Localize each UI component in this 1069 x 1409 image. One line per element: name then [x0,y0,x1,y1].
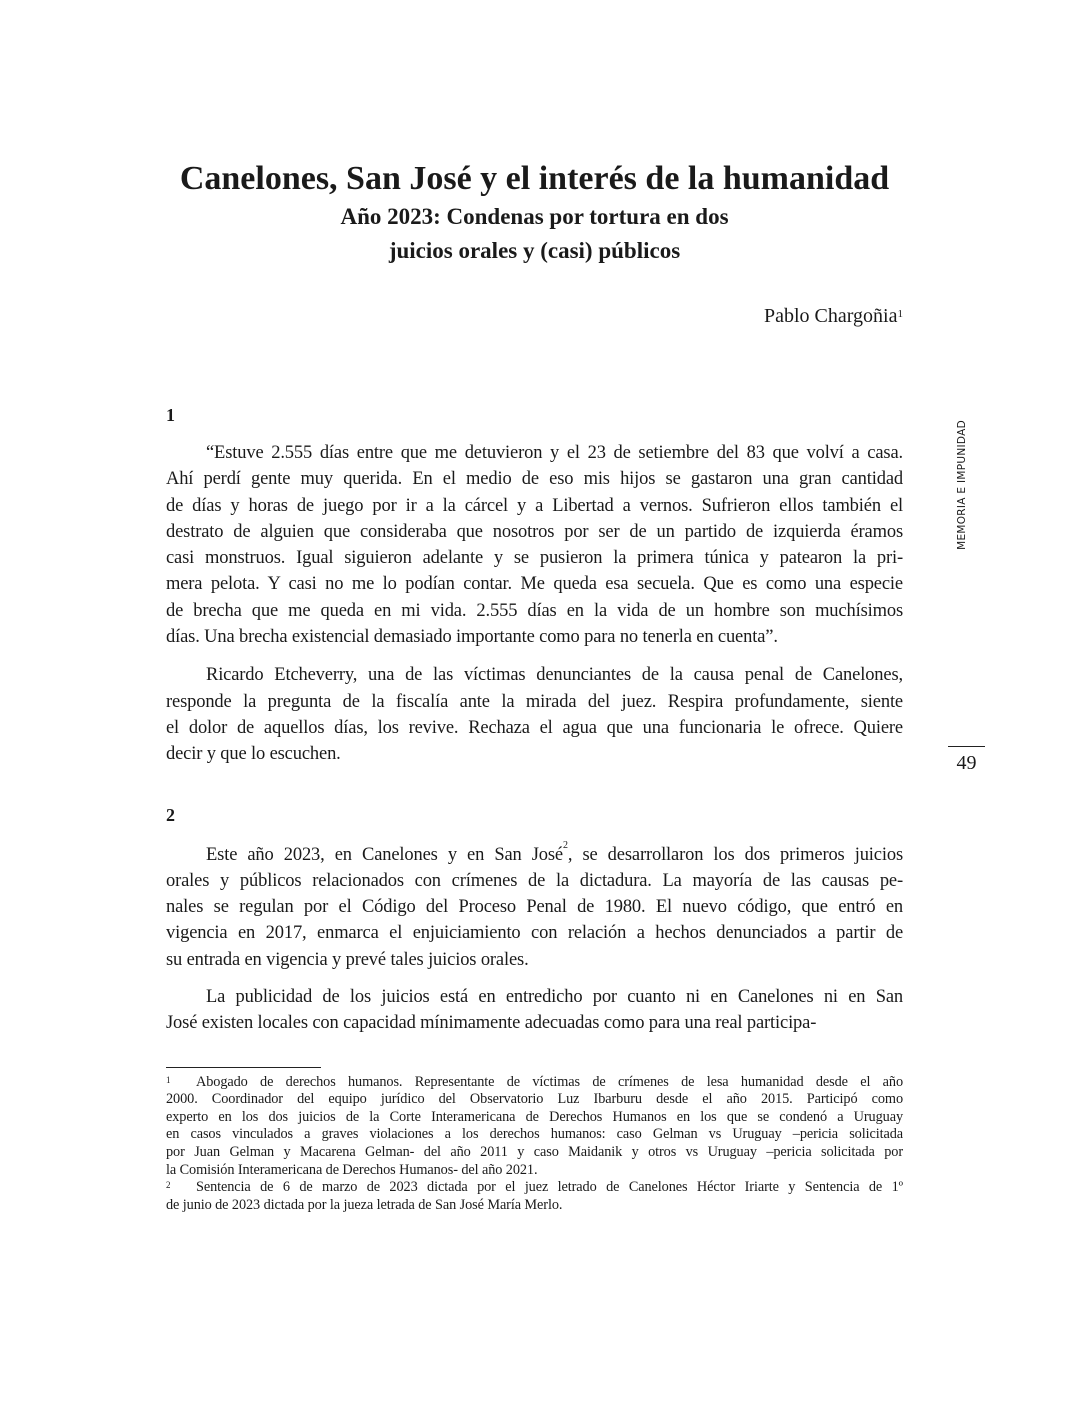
text-line: casi monstruos. Igual siguieron adelante y se pusieron la primera túnica y patearon la pri- [166,548,903,569]
text-line: nales se regulan por el Código del Proceso Penal de 1980. El nuevo código, que entró en [166,897,903,918]
footnote-line [166,1144,903,1162]
paragraph [166,984,903,1037]
text-line: de brecha que me queda en mi vida. 2.555 días en la vida de un hombre son muchísimos [166,600,903,621]
text-line: mera pelota. Y casi no me lo podían contar. Me queda esa secuela. Que es como una especie [166,574,903,595]
text-line [166,839,904,868]
footnote-line [166,1091,903,1109]
text-line: días. Una brecha existencial demasiado importante como para no tenerla en cuenta”. [166,627,778,648]
text-line: responde la pregunta de la fiscalía ante la mirada del juez. Respira profundamente, siente [166,691,903,712]
author [764,302,903,330]
footnote-text: experto en los dos juicios de la Corte Interamericana de Derechos Humanos en los que se condenó a Uruguay [166,1108,903,1125]
footnote-text: la Comisión Interamericana de Derechos Humanos- del año 2021. [166,1161,538,1178]
text-line: de días y horas de juego por ir a la cárcel y a Libertad a vernos. Sufrieron ellos también el [166,495,903,516]
page-number: 49 [956,752,977,774]
footnote-text: 2000. Coordinador del equipo jurídico del Observatorio Luz Ibarburu desde el año 2015. Participó como [166,1091,903,1108]
body-text [166,403,903,1214]
footnote-number: 1 [166,1074,171,1085]
text-line: vigencia en 2017, enmarca el enjuiciamiento con relación a hechos denunciados a partir de [166,923,903,944]
footnote-ref: 2 [563,839,568,851]
footnote-text: Sentencia de 6 de marzo de 2023 dictada por el juez letrado de Canelones Héctor Iriarte y Sentencia de 1º [196,1179,903,1196]
footnote-text: de junio de 2023 dictada por la jueza letrada de San José María Merlo. [166,1196,563,1213]
text-line: el dolor de aquellos días, los revive. Rechaza el agua que una funcionaria le ofrece. Quiere [166,717,903,738]
paragraph [166,662,903,767]
footnote-line [166,1179,903,1197]
paragraph [166,440,903,650]
footnote-text: por Juan Gelman y Macarena Gelman- del año 2011 y caso Maidanik y otros vs Uruguay –pericia solicitada por [166,1144,903,1161]
footnote-line [166,1197,903,1215]
text-line: orales y públicos relacionados con crímenes de la dictadura. La mayoría de las causas pe- [166,870,903,891]
footnote-text: en casos vinculados a graves violaciones a los derechos humanos: caso Gelman vs Uruguay –pericia solicitada [166,1126,903,1143]
section-number: 1 [166,405,175,425]
author-name: Pablo Chargoñia [763,305,898,327]
footnote-line [166,1074,903,1092]
running-head: MEMORIA E IMPUNIDAD [956,420,968,550]
footnote-number: 2 [166,1180,171,1191]
text-fragment: , se desarrollaron los dos primeros juicios [567,844,904,865]
section-number: 2 [166,804,175,825]
footnotes [166,1074,903,1215]
text-line: su entrada en vigencia y prevé tales juicios orales. [166,949,529,970]
paragraph [166,839,904,973]
footnote-line [166,1126,903,1144]
page-number-rule [948,746,985,747]
text-fragment: Este año 2023, en Canelones y en San José [206,844,563,865]
article-subtitle-line: Año 2023: Condenas por tortura en dos [340,204,729,229]
text-line: “Estuve 2.555 días entre que me detuvieron y el 23 de setiembre del 83 que volví a casa. [206,443,903,463]
text-line: decir y que lo escuchen. [166,744,341,765]
article-title: Canelones, San José y el interés de la humanidad [179,160,890,197]
footnote-line [166,1162,903,1180]
text-line: destrato de alguien que consideraba que nosotros por ser de un partido de izquierda éramos [166,521,903,542]
text-line: Ahí perdí gente muy querida. En el medio de eso mis hijos se gastaron una gran cantidad [166,469,903,490]
text-line: Ricardo Etcheverry, una de las víctimas denunciantes de la causa penal de Canelones, [206,665,903,686]
text-line: José existen locales con capacidad mínimamente adecuadas como para una real participa- [166,1013,817,1034]
footnote-ref: 1 [897,308,903,320]
text-line: La publicidad de los juicios está en entredicho por cuanto ni en Canelones ni en San [206,987,903,1008]
footnote-text: Abogado de derechos humanos. Representante de víctimas de crímenes de lesa humanidad desde el año [196,1073,903,1090]
footnote-separator [166,1067,321,1068]
footnote-line [166,1109,903,1127]
article-subtitle-line: juicios orales y (casi) públicos [388,238,681,263]
